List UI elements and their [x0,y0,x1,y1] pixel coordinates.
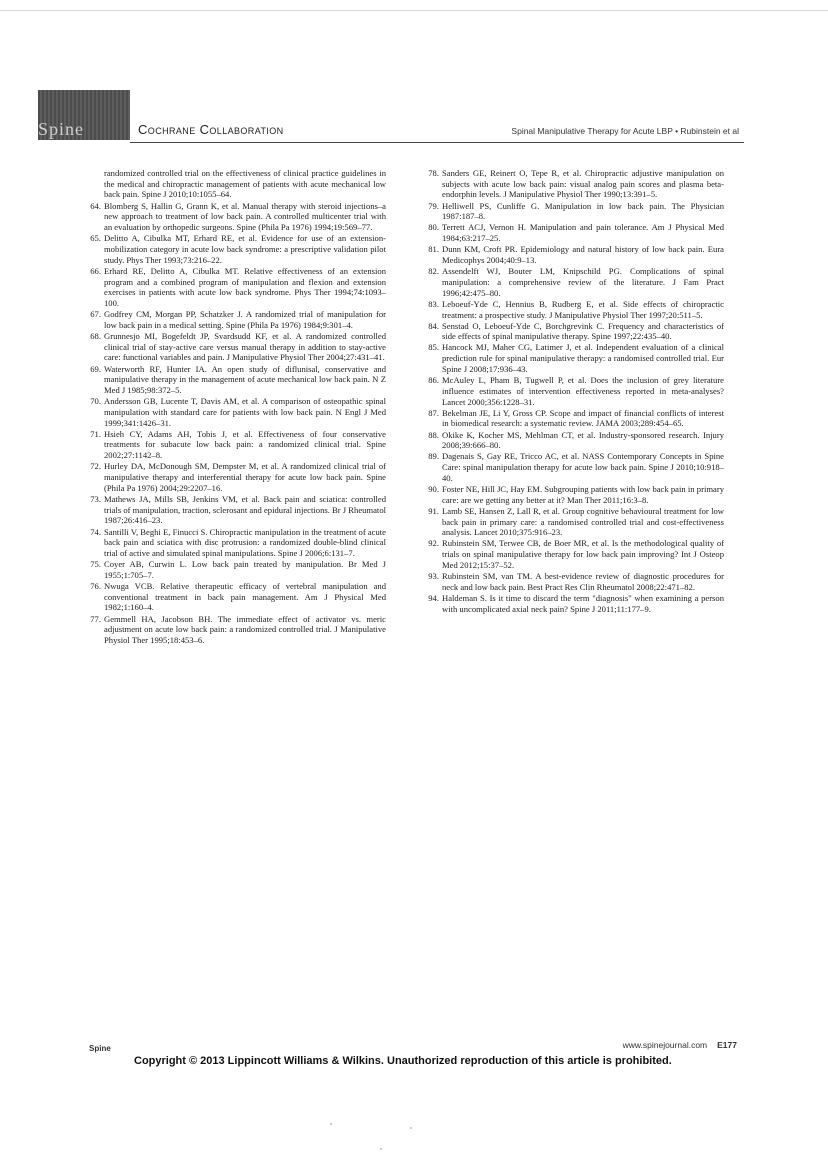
scan-speck [380,1148,382,1150]
reference-text: Bekelman JE, Li Y, Gross CP. Scope and impact of financial conflicts of interest in biomedical research: a systematic review. JAMA 2003;289:454–65. [442,407,724,429]
reference-text: Grunnesjo MI, Bogefeldt JP, Svardsudd KF, et al. A randomized controlled clinical trial of stay-active care versus manual therapy in addition to stay-active care: functional variables and pain. J Manipulative Physiol Ther 2004;27:431–41. [104,330,386,363]
reference-entry [84,494,386,526]
reference-text: Terrett ACJ, Vernon H. Manipulation and pain tolerance. Am J Physical Med 1984;63:217–25. [442,222,724,244]
reference-number: 71. [90,428,101,439]
reference-number: 65. [90,233,101,244]
reference-number: 94. [428,592,439,603]
reference-text: Mathews JA, Mills SB, Jenkins VM, et al. Back pain and sciatica: controlled trials of manipulation, traction, sclerosant and epidural injections. Br J Rheumatol 1987;26:416–23. [104,493,386,526]
reference-text: Erhard RE, Delitto A, Cibulka MT. Relative effectiveness of an extension program and a combined program of manipulation and flexion and extension exercises in patients with acute low back syndrome. Phys Ther 1994;74:1093–100. [104,265,386,308]
running-title: Spinal Manipulative Therapy for Acute LBP • Rubinstein et al [511,126,739,136]
reference-entry [84,364,386,396]
reference-number: 92. [428,538,439,549]
reference-entry [84,309,386,330]
reference-entry [84,168,386,200]
reference-number: 93. [428,571,439,582]
reference-entry [422,321,724,342]
reference-text: Okike K, Kocher MS, Mehlman CT, et al. Industry-sponsored research. Injury 2008;39:666–80. [442,429,724,451]
scan-speck [330,1123,332,1125]
reference-entry [422,266,724,298]
reference-number: 69. [90,363,101,374]
reference-entry [84,233,386,265]
reference-text: Dunn KM, Croft PR. Epidemiology and natural history of low back pain. Eura Medicophys 2004;40:9–13. [442,244,724,266]
reference-text: Coyer AB, Curwin L. Low back pain treated by manipulation. Br Med J 1955;1:705–7. [104,559,386,580]
reference-text: McAuley L, Pham B, Tugwell P, et al. Does the inclusion of grey literature influence estimates of intervention effectiveness reported in meta-analyses? Lancet 2000;356:1228–31. [442,375,724,407]
reference-text: Foster NE, Hill JC, Hay EM. Subgrouping patients with low back pain in primary care: are we getting any better at it? Man Ther 2011;16:3–8. [442,483,724,505]
reference-text: Santilli V, Beghi E, Finucci S. Chiropractic manipulation in the treatment of acute back pain and sciatica with disc protrusion: a randomized double-blind clinical trial of active and simulated spinal manipulations. Spine J 2006;6:131–7. [104,526,386,558]
reference-number: 83. [428,298,439,309]
reference-number: 73. [90,493,101,504]
reference-entry [422,484,724,505]
reference-number: 77. [90,613,101,624]
reference-text: Leboeuf-Yde C, Hennius B, Rudberg E, et al. Side effects of chiropractic treatment: a prospective study. J Manipulative Physiol Ther 1997;20:511–5. [442,298,724,320]
reference-entry [84,429,386,461]
reference-entry [422,244,724,265]
reference-text: Assendelft WJ, Bouter LM, Knipschild PG. Complications of spinal manipulation: a comprehensive review of the literature. J Fam Pract 1996;42:475–80. [442,266,724,298]
reference-entry [84,266,386,309]
reference-text: Andersson GB, Lucente T, Davis AM, et al. A comparison of osteopathic spinal manipulation with standard care for patients with low back pain. N Engl J Med 1999;341:1426–31. [104,396,386,428]
reference-number: 67. [90,309,101,320]
reference-number: 76. [90,580,101,591]
reference-number: 79. [428,200,439,211]
reference-entry [422,168,724,200]
reference-text: Waterworth RF, Hunter IA. An open study of diflunisal, conservative and manipulative therapy in the management of acute mechanical low back pain. N Z Med J 1985;98:372–5. [104,363,386,396]
reference-number: 75. [90,559,101,570]
reference-number: 66. [90,265,101,276]
reference-entry [84,396,386,428]
page-number: E177 [717,1040,737,1050]
reference-number: 68. [90,330,101,341]
reference-entry [84,614,386,646]
reference-entry [84,581,386,613]
reference-number: 74. [90,526,101,537]
journal-url: www.spinejournal.com [622,1040,708,1050]
reference-text: Hsieh CY, Adams AH, Tobis J, et al. Effectiveness of four conservative treatments for subacute low back pain: a randomized clinical trial. Spine 2002;27:1142–8. [104,428,386,461]
reference-text: Nwuga VCB. Relative therapeutic efficacy of vertebral manipulation and conventional treatment in back pain management. Am J Physical Med 1982;1:160–4. [104,580,386,613]
page-header [0,90,828,140]
reference-entry [422,201,724,222]
journal-logo-text: Spine [38,119,85,139]
reference-number: 85. [428,342,439,353]
reference-text: Helliwell PS, Cunliffe G. Manipulation in low back pain. The Physician 1987:187–8. [442,200,724,222]
reference-entry [422,593,724,614]
reference-entry [422,222,724,243]
reference-entry [422,430,724,451]
reference-entry [422,342,724,374]
reference-entry [422,375,724,407]
reference-entry [422,299,724,320]
reference-text: Senstad O, Leboeuf-Yde C, Borchgrevink C. Frequency and characteristics of side effects of spinal manipulative therapy. Spine 1997;22:435–40. [442,320,724,342]
scan-top-edge [0,10,828,11]
reference-text: Sanders GE, Reinert O, Tepe R, et al. Chiropractic adjustive manipulation on subjects with acute low back pain: visual analog pain scores and plasma beta-endorphin levels. J Manipulative Physiol Ther 1990;13:391–5. [442,168,724,200]
reference-number: 88. [428,429,439,440]
reference-text: Hancock MJ, Maher CG, Latimer J, et al. Independent evaluation of a clinical prediction rule for spinal manipulative therapy: a randomised controlled trial. Eur Spine J 2008;17:936–43. [442,342,724,374]
footer-meta [623,1040,737,1050]
section-title: Cochrane Collaboration [138,122,284,137]
reference-text: Rubinstein SM, Terwee CB, de Boer MR, et al. Is the methodological quality of trials on spinal manipulative therapy for low back pain improving? Int J Osteop Med 2012;15:37–52. [442,538,724,570]
reference-number: 78. [428,168,439,178]
footer-journal-name: Spine [89,1044,111,1053]
reference-number: 89. [428,451,439,462]
reference-entry [422,538,724,570]
reference-entry [84,461,386,493]
reference-number: 80. [428,222,439,233]
reference-text: Lamb SE, Hansen Z, Lall R, et al. Group cognitive behavioural treatment for low back pain in primary care: a randomised controlled trial and cost-effectiveness analysis. Lancet 2010;375:916–23. [442,505,724,538]
reference-text: Hurley DA, McDonough SM, Dempster M, et al. A randomized clinical trial of manipulative therapy and interferential therapy for acute low back pain. Spine (Phila Pa 1976) 2004;29:2207–16. [104,461,386,493]
reference-entry [422,571,724,592]
scan-speck [410,1127,412,1129]
reference-entry [422,506,724,538]
reference-text: randomized controlled trial on the effectiveness of clinical practice guidelines in the medical and chiropractic management of patients with acute mechanical low back pain. Spine J 2010;10:1055–64. [104,168,386,200]
reference-entry [84,559,386,580]
copyright-notice: Copyright © 2013 Lippincott Williams & Wilkins. Unauthorized reproduction of this article is prohibited. [134,1055,672,1067]
reference-text: Blomberg S, Hallin G, Grann K, et al. Manual therapy with steroid injections–a new approach to treatment of low back pain. A controlled multicenter trial with an evaluation by orthopedic surgeons. Spine (Phila Pa 1976) 1994;19:569–77. [104,200,386,233]
reference-entry [84,201,386,233]
reference-entry [422,408,724,429]
reference-number: 72. [90,461,101,472]
reference-number: 91. [428,505,439,516]
reference-text: Rubinstein SM, van TM. A best-evidence review of diagnostic procedures for neck and low back pain. Best Pract Res Clin Rheumatol 2008;22:471–82. [442,571,724,592]
reference-number: 64. [90,200,101,211]
reference-number: 70. [90,396,101,407]
reference-number: 82. [428,266,439,277]
reference-number: 87. [428,407,439,418]
reference-text: Haldeman S. Is it time to discard the term "diagnosis" when examining a person with uncomplicated axial neck pain? Spine J 2011;11:177–9. [442,592,724,614]
reference-text: Delitto A, Cibulka MT, Erhard RE, et al. Evidence for use of an extension-mobilization category in acute low back syndrome: a prescriptive validation pilot study. Phys Ther 1993;73:216–22. [104,233,386,265]
reference-entry [422,451,724,483]
references-left-column [84,168,386,646]
reference-entry [84,527,386,559]
reference-number: 84. [428,320,439,331]
reference-number: 90. [428,483,439,494]
header-rule [130,142,744,143]
reference-text: Gemmell HA, Jacobson BH. The immediate effect of activator vs. meric adjustment on acute low back pain: a randomized controlled trial. J Manipulative Physiol Ther 1995;18:453–6. [104,613,386,646]
reference-number: 86. [428,375,439,386]
reference-text: Godfrey CM, Morgan PP, Schatzker J. A randomized trial of manipulation for low back pain in a medical setting. Spine (Phila Pa 1976) 1984;9:301–4. [104,309,386,330]
reference-number: 81. [428,244,439,255]
references-right-column [422,168,724,615]
reference-entry [84,331,386,363]
reference-text: Dagenais S, Gay RE, Tricco AC, et al. NASS Contemporary Concepts in Spine Care: spinal manipulation therapy for acute low back pain. Spine J 2010;10:918–40. [442,451,724,483]
